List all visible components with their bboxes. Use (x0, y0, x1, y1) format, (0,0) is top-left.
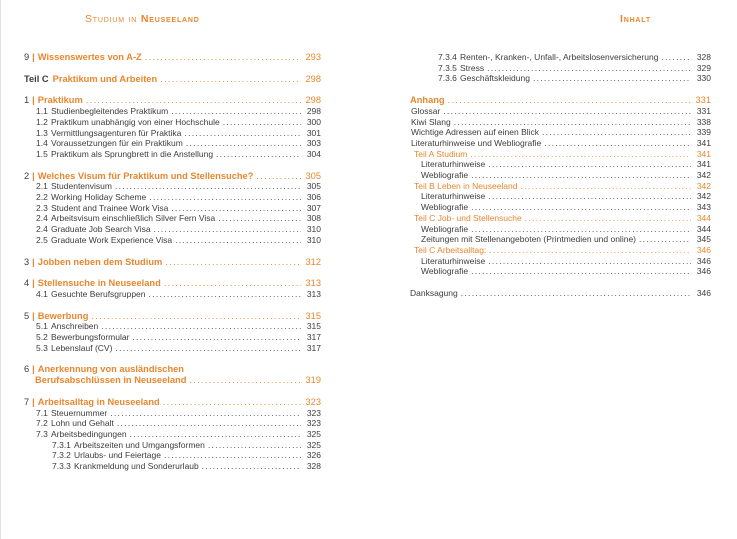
toc-entry-label: Teil C Job- und Stellensuche (414, 212, 522, 223)
toc-entry-number: 7.3 (36, 428, 48, 439)
toc-entry-label: Geschäftskleidung (460, 73, 530, 84)
toc-entry-label: Stress (460, 62, 485, 73)
toc-entry-label: Steuernummer (51, 407, 108, 418)
toc-entry-number: 7.3.1 (52, 439, 71, 450)
toc-entry-number: 2.5 (36, 234, 48, 245)
toc-entry (410, 106, 711, 117)
toc-entry-number: 7.3.4 (438, 52, 457, 62)
toc-entry-page: 325 (306, 428, 321, 439)
toc-entry-separator: | (32, 278, 35, 289)
toc-entry-label: Anerkennung von ausländischen (37, 364, 184, 375)
dot-leader (175, 235, 301, 246)
dot-leader (256, 171, 301, 182)
toc-entry-page: 325 (306, 439, 321, 450)
toc-entry-label: Graduate Work Experience Visa (51, 234, 173, 245)
dot-leader (130, 429, 301, 440)
toc-entry-separator: | (32, 170, 35, 181)
toc-entry (410, 95, 711, 106)
toc-entry (24, 235, 321, 246)
toc-entry-label: Berufsabschlüssen in Neuseeland (35, 375, 187, 386)
toc-entry-page: 317 (306, 342, 321, 353)
toc-entry-page: 315 (305, 310, 321, 321)
toc-entry (410, 245, 711, 256)
running-head-left (85, 13, 200, 25)
dot-leader (461, 288, 691, 299)
toc-entry (24, 106, 321, 117)
toc-entry-page: 298 (306, 106, 321, 117)
toc-entry (410, 213, 711, 224)
toc-entry-label: Teil B Leben in Neuseeland (414, 180, 518, 191)
toc-entry (410, 117, 711, 128)
toc-entry (24, 149, 321, 160)
toc-entry-label: Jobben neben dem Studium (37, 256, 163, 267)
toc-entry-number: 2 (24, 170, 30, 181)
toc-entry-page: 323 (305, 396, 321, 407)
toc-entry-page: 313 (306, 288, 321, 299)
toc-entry-label: Krankmeldung und Sonderurlaub (74, 461, 199, 472)
toc-entry (24, 364, 321, 375)
dot-leader (639, 234, 691, 245)
toc-entry-number: 7.3.3 (52, 461, 71, 472)
dot-leader (488, 159, 691, 170)
dot-leader (471, 224, 691, 235)
toc-entry (24, 321, 321, 332)
dot-leader (470, 149, 691, 160)
toc-entry (410, 288, 711, 299)
toc-entry-separator: | (32, 95, 35, 106)
toc-entry-number: 7 (24, 396, 30, 407)
toc-entry-page: 307 (306, 202, 321, 213)
toc-entry-page: 305 (306, 181, 321, 192)
toc-entry-page: 315 (306, 321, 321, 332)
toc-entry-label: Stellensuche in Neuseeland (37, 278, 161, 289)
toc-entry-number: 4 (24, 278, 30, 289)
toc-entry-label: Student and Trainee Work Visa (51, 202, 169, 213)
toc-entry-page: 346 (696, 244, 711, 255)
toc-entry-page: 305 (305, 170, 321, 181)
toc-entry-page: 330 (696, 73, 711, 84)
toc-entry-label: Webliografie (421, 223, 469, 234)
dot-leader (165, 257, 301, 268)
toc-entry-page: 329 (696, 62, 711, 73)
toc-entry-page: 341 (696, 137, 711, 148)
toc-entry-separator: | (32, 52, 35, 62)
dot-leader (448, 95, 691, 106)
dot-leader (110, 408, 301, 419)
toc-entry (24, 450, 321, 461)
toc-entry (410, 52, 711, 63)
dot-leader (208, 440, 301, 451)
toc-entry-number: 1.2 (36, 116, 48, 127)
toc-entry-label: Arbeitszeiten und Umgangsformen (74, 439, 205, 450)
toc-entry (410, 159, 711, 170)
toc-entry-number: 7.3.2 (52, 450, 71, 461)
toc-entry-label: Wissenswertes von A-Z (37, 52, 142, 62)
toc-entry-page: 326 (306, 450, 321, 461)
dot-leader (160, 74, 301, 85)
dot-leader (223, 117, 301, 128)
toc-entry-number: 2.4 (36, 213, 48, 224)
toc-entry-label: Glossar (411, 105, 441, 116)
toc-entry (24, 332, 321, 343)
toc-entry-separator: | (32, 364, 35, 375)
toc-entry (410, 191, 711, 202)
toc-entry-label: Working Holiday Scheme (51, 192, 147, 203)
toc-column-right (410, 52, 711, 299)
toc-entry-number: 5.3 (36, 342, 48, 353)
toc-entry (24, 52, 321, 63)
dot-leader (202, 461, 301, 472)
dot-leader (115, 181, 301, 192)
dot-leader (216, 149, 301, 160)
toc-entry-number: 2.1 (36, 181, 48, 192)
toc-entry-page: 313 (305, 278, 321, 289)
toc-entry (410, 181, 711, 192)
toc-entry-page: 317 (306, 332, 321, 343)
page-left (0, 0, 368, 539)
dot-leader (164, 278, 301, 289)
toc-entry-page: 346 (696, 288, 711, 299)
toc-entry-page: 346 (696, 255, 711, 266)
toc-entry-page: 310 (306, 224, 321, 235)
toc-entry-page: 341 (696, 148, 711, 159)
dot-leader (471, 202, 691, 213)
dot-leader (471, 170, 691, 181)
toc-entry-number: 2.4 (36, 224, 48, 235)
dot-leader (489, 245, 691, 256)
toc-entry-separator: | (32, 310, 35, 321)
toc-entry-page: 303 (306, 138, 321, 149)
toc-entry (24, 213, 321, 224)
dot-leader (149, 289, 301, 300)
toc-entry-page: 312 (305, 256, 321, 267)
dot-leader (171, 203, 301, 214)
toc-entry (24, 95, 321, 106)
toc-entry-label: Voraussetzungen für ein Praktikum (51, 138, 183, 149)
toc-entry-page: 344 (696, 223, 711, 234)
dot-leader (544, 138, 691, 149)
toc-entry (24, 311, 321, 322)
toc-entry (24, 289, 321, 300)
toc-entry-page: 300 (306, 116, 321, 127)
toc-entry (410, 202, 711, 213)
toc-entry-page: 339 (696, 127, 711, 138)
toc-entry (410, 170, 711, 181)
toc-entry (410, 63, 711, 74)
toc-entry-number: 1.4 (36, 138, 48, 149)
toc-entry (410, 138, 711, 149)
toc-entry-number: 5.2 (36, 332, 48, 343)
toc-entry (24, 375, 321, 386)
toc-entry-label: Praktikum und Arbeiten (52, 73, 158, 84)
toc-entry-number: 3 (24, 256, 30, 267)
toc-entry-page: 319 (305, 375, 321, 386)
toc-column-left (24, 52, 321, 472)
toc-entry-number: 7.2 (36, 418, 48, 429)
dot-leader (184, 128, 301, 139)
toc-entry (24, 397, 321, 408)
dot-leader (454, 117, 691, 128)
dot-leader (661, 52, 691, 63)
toc-entry-label: Arbeitsvisum einschließlich Silver Fern Visa (51, 213, 216, 224)
toc-entry-label: Lebenslauf (CV) (51, 342, 113, 353)
toc-entry-page: 342 (696, 180, 711, 191)
page-right (368, 0, 736, 539)
toc-entry-page: 306 (306, 192, 321, 203)
toc-entry-number: 7.3.5 (438, 62, 457, 73)
toc-entry-label: Kiwi Slang (411, 116, 451, 127)
toc-entry (410, 256, 711, 267)
toc-entry (410, 73, 711, 84)
toc-entry-label: Anhang (410, 95, 445, 106)
toc-entry-number: Teil C (24, 73, 49, 84)
toc-entry-number: 1.5 (36, 148, 48, 159)
toc-entry (24, 192, 321, 203)
toc-entry-separator: | (32, 396, 35, 407)
dot-leader (218, 213, 301, 224)
toc-entry-page: 338 (696, 116, 711, 127)
toc-entry-page: 304 (306, 148, 321, 159)
toc-entry-page: 298 (305, 73, 321, 84)
toc-entry-number: 1 (24, 95, 30, 106)
toc-entry (24, 429, 321, 440)
dot-leader (115, 343, 301, 354)
toc-entry (24, 203, 321, 214)
toc-entry-page: 310 (306, 234, 321, 245)
toc-entry-page: 331 (696, 105, 711, 116)
toc-entry-label: Zeitungen mit Stellenangeboten (Printmedien und online) (421, 234, 636, 245)
toc-entry-label: Literaturhinweise (421, 159, 486, 170)
toc-entry-label: Webliografie (421, 202, 469, 213)
dot-leader (145, 52, 301, 63)
dot-leader (154, 224, 301, 235)
toc-entry-label: Arbeitsalltag in Neuseeland (37, 396, 160, 407)
toc-entry-number: 5.1 (36, 321, 48, 332)
dot-leader (149, 192, 301, 203)
toc-entry-page: 342 (696, 191, 711, 202)
toc-entry (24, 171, 321, 182)
toc-entry (24, 418, 321, 429)
toc-entry (24, 74, 321, 85)
toc-entry-page: 308 (306, 213, 321, 224)
toc-entry-page: 293 (305, 52, 321, 62)
toc-entry-page: 328 (306, 461, 321, 472)
toc-entry (410, 234, 711, 245)
toc-entry-number: 4.1 (36, 288, 48, 299)
toc-entry-number: 5 (24, 310, 30, 321)
toc-entry-label: Welches Visum für Praktikum und Stellensuche? (37, 170, 254, 181)
toc-entry-label: Teil C Arbeitsalltag: (414, 244, 487, 255)
toc-entry-number: 7.1 (36, 407, 48, 418)
toc-entry-label: Wichtige Adressen auf einen Blick (411, 127, 540, 138)
toc-entry-page: 301 (306, 127, 321, 138)
dot-leader (91, 311, 301, 322)
dot-leader (488, 191, 691, 202)
toc-entry-page: 343 (696, 202, 711, 213)
toc-entry-label: Graduate Job Search Visa (51, 224, 151, 235)
dot-leader (443, 106, 691, 117)
toc-entry-number: 1.3 (36, 127, 48, 138)
toc-entry-label: Urlaubs- und Feiertage (74, 450, 161, 461)
toc-entry (24, 181, 321, 192)
toc-entry-label: Webliografie (421, 266, 469, 277)
toc-entry-label: Renten-, Kranken-, Unfall-, Arbeitslosenversicherung (460, 52, 659, 62)
toc-entry-page: 323 (306, 418, 321, 429)
dot-leader (171, 106, 301, 117)
toc-entry-number: 9 (24, 52, 30, 62)
dot-leader (163, 397, 301, 408)
toc-entry (24, 117, 321, 128)
toc-entry-label: Studienbegleitendes Praktikum (51, 106, 169, 117)
toc-entry-label: Literaturhinweise (421, 191, 486, 202)
toc-entry (24, 343, 321, 354)
toc-entry-page: 341 (696, 159, 711, 170)
dot-leader (525, 213, 691, 224)
dot-leader (86, 95, 301, 106)
toc-entry-page: 345 (696, 234, 711, 245)
toc-entry-label: Gesuchte Berufsgruppen (51, 288, 146, 299)
dot-leader (487, 63, 691, 74)
toc-entry (410, 127, 711, 138)
dot-leader (189, 375, 301, 386)
toc-entry-label: Teil A Studium (414, 148, 468, 159)
dot-leader (542, 127, 691, 138)
toc-entry-number: 2.2 (36, 192, 48, 203)
toc-entry-label: Danksagung (410, 288, 458, 299)
toc-entry (24, 224, 321, 235)
toc-entry-label: Literaturhinweise (421, 255, 486, 266)
toc-entry-page: 298 (305, 95, 321, 106)
toc-entry-number: 1.1 (36, 106, 48, 117)
running-head-title-bold: Neuseeland (140, 13, 200, 25)
toc-entry-page: 342 (696, 170, 711, 181)
toc-entry-label: Anschreiben (51, 321, 99, 332)
dot-leader (521, 181, 692, 192)
dot-leader (471, 266, 691, 277)
toc-entry (24, 278, 321, 289)
dot-leader (533, 73, 691, 84)
toc-entry-label: Studentenvisum (51, 181, 112, 192)
toc-entry (410, 149, 711, 160)
toc-entry-number: 2.3 (36, 202, 48, 213)
running-head-title-regular: Studium in (85, 13, 141, 25)
toc-entry-label: Vermittlungsagenturen für Praktika (51, 127, 182, 138)
toc-entry (24, 461, 321, 472)
running-head-inhalt: Inhalt (620, 13, 651, 25)
toc-entry-label: Arbeitsbedingungen (51, 428, 127, 439)
toc-entry (24, 138, 321, 149)
toc-entry-label: Lohn und Gehalt (51, 418, 114, 429)
dot-leader (101, 321, 301, 332)
toc-entry-page: 331 (695, 95, 711, 106)
running-head-right (620, 13, 651, 25)
toc-entry-label: Praktikum unabhängig von einer Hochschule (51, 116, 220, 127)
dot-leader (164, 450, 301, 461)
toc-entry-number: 6 (24, 364, 30, 375)
toc-entry-page: 328 (696, 52, 711, 62)
toc-entry-label: Webliografie (421, 170, 469, 181)
toc-entry (24, 257, 321, 268)
toc-entry-separator: | (32, 256, 35, 267)
toc-entry (24, 128, 321, 139)
dot-leader (186, 138, 301, 149)
toc-entry (24, 440, 321, 451)
dot-leader (488, 256, 691, 267)
toc-entry-page: 344 (696, 212, 711, 223)
toc-entry (410, 266, 711, 277)
toc-entry-number: 7.3.6 (438, 73, 457, 84)
toc-entry-page: 346 (696, 266, 711, 277)
toc-entry-label: Bewerbung (37, 310, 89, 321)
toc-entry-label: Praktikum (37, 95, 83, 106)
toc-entry-label: Praktikum als Sprungbrett in die Anstellung (51, 148, 214, 159)
toc-entry-label: Bewerbungsformular (51, 332, 130, 343)
dot-leader (117, 418, 301, 429)
toc-entry-page: 323 (306, 407, 321, 418)
dot-leader (132, 332, 301, 343)
toc-entry (410, 224, 711, 235)
toc-entry-label: Literaturhinweise und Webliografie (411, 137, 542, 148)
toc-entry (24, 408, 321, 419)
